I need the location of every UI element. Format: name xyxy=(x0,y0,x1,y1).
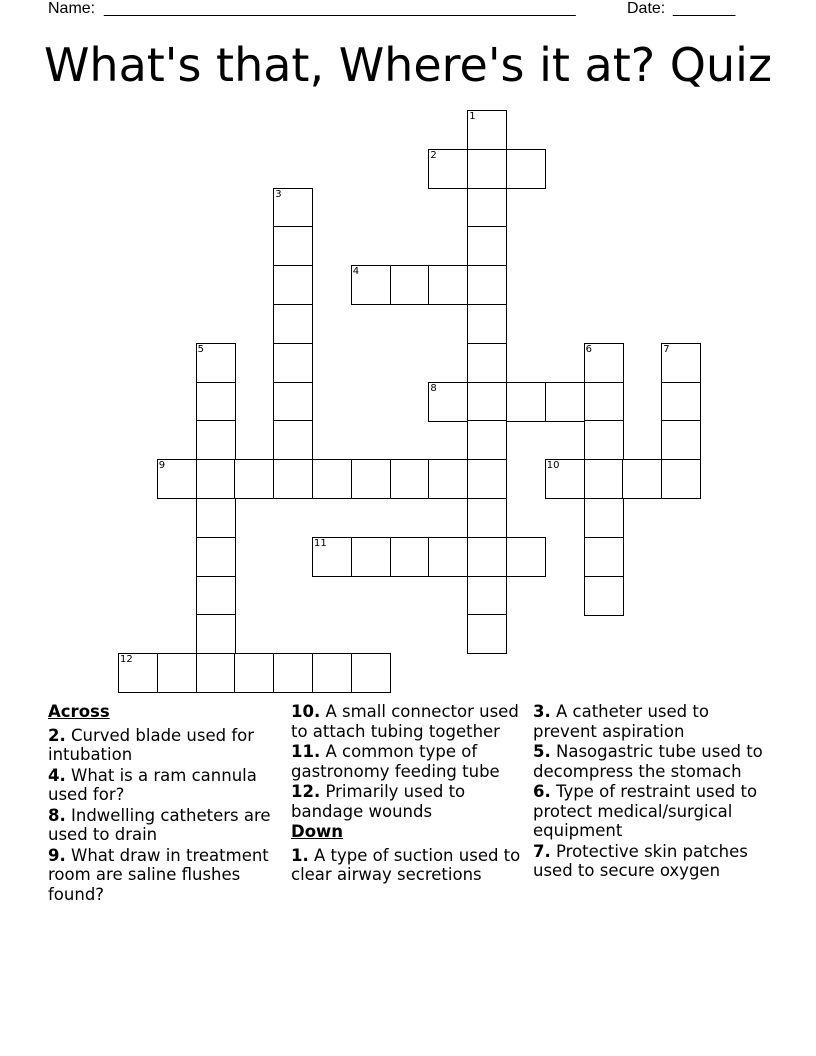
cell-number: 5 xyxy=(197,343,204,355)
crossword-cell[interactable] xyxy=(428,149,468,189)
crossword-cell[interactable] xyxy=(196,576,236,616)
crossword-cell[interactable] xyxy=(467,343,507,383)
clue-text: A type of suction used to clear airway secretions xyxy=(291,845,521,884)
clue-text: A common type of gastronomy feeding tube xyxy=(291,742,500,781)
crossword-cell[interactable] xyxy=(661,459,701,499)
crossword-cell[interactable] xyxy=(196,498,236,538)
crossword-cell[interactable] xyxy=(390,537,430,577)
crossword-cell[interactable] xyxy=(506,537,546,577)
clue-text: A catheter used to prevent aspiration xyxy=(533,702,709,741)
cell-number: 6 xyxy=(585,343,592,355)
clue-number: 10. xyxy=(291,702,321,721)
clue-column-3 xyxy=(533,702,769,882)
date-field[interactable]: _______ xyxy=(673,0,736,17)
clue-across-12 xyxy=(291,782,527,821)
clue-across-8 xyxy=(48,806,284,845)
crossword-cell[interactable] xyxy=(196,614,236,654)
clue-number: 8. xyxy=(48,805,66,825)
clue-number: 6. xyxy=(533,782,551,801)
cell-number: 3 xyxy=(275,188,282,200)
crossword-cell[interactable] xyxy=(196,459,236,499)
clue-text: Primarily used to bandage wounds xyxy=(291,782,466,821)
crossword-cell[interactable] xyxy=(273,459,313,499)
crossword-cell[interactable] xyxy=(312,537,352,577)
crossword-cell[interactable] xyxy=(312,459,352,499)
clue-down-6 xyxy=(533,782,769,841)
crossword-cell[interactable] xyxy=(234,653,274,693)
crossword-cell[interactable] xyxy=(584,498,624,538)
crossword-cell[interactable] xyxy=(584,459,624,499)
crossword-cell[interactable] xyxy=(273,343,313,383)
crossword-cell[interactable] xyxy=(273,265,313,305)
crossword-cell[interactable] xyxy=(273,653,313,693)
crossword-cell[interactable] xyxy=(467,420,507,460)
clue-number: 1. xyxy=(291,845,309,865)
crossword-cell[interactable] xyxy=(273,420,313,460)
crossword-cell[interactable] xyxy=(351,265,391,305)
crossword-cell[interactable] xyxy=(467,265,507,305)
crossword-cell[interactable] xyxy=(196,420,236,460)
crossword-cell[interactable] xyxy=(545,459,585,499)
crossword-cell[interactable] xyxy=(428,537,468,577)
clue-number: 11. xyxy=(291,742,321,761)
crossword-cell[interactable] xyxy=(467,226,507,266)
crossword-cell[interactable] xyxy=(196,382,236,422)
crossword-cell[interactable] xyxy=(584,382,624,422)
name-label: Name: xyxy=(48,0,96,17)
crossword-cell[interactable] xyxy=(428,382,468,422)
clue-number: 9. xyxy=(48,845,66,865)
crossword-cell[interactable] xyxy=(506,149,546,189)
clue-down-5 xyxy=(533,742,769,781)
crossword-cell[interactable] xyxy=(467,498,507,538)
crossword-cell[interactable] xyxy=(351,459,391,499)
crossword-cell[interactable] xyxy=(584,420,624,460)
crossword-cell[interactable] xyxy=(467,188,507,228)
crossword-cell[interactable] xyxy=(351,537,391,577)
crossword-cell[interactable] xyxy=(273,226,313,266)
crossword-cell[interactable] xyxy=(312,653,352,693)
clue-across-11 xyxy=(291,742,527,781)
clue-text: Protective skin patches used to secure oxygen xyxy=(533,841,748,880)
clue-text: What draw in treatment room are saline flushes found? xyxy=(48,845,269,904)
crossword-cell[interactable] xyxy=(273,304,313,344)
crossword-cell[interactable] xyxy=(273,382,313,422)
clue-text: Type of restraint used to protect medical/surgical equipment xyxy=(533,782,758,840)
clue-across-10 xyxy=(291,702,527,741)
crossword-cell[interactable] xyxy=(157,459,197,499)
cell-number: 12 xyxy=(120,654,133,666)
crossword-cell[interactable] xyxy=(467,304,507,344)
crossword-cell[interactable] xyxy=(196,537,236,577)
clue-text: What is a ram cannula used for? xyxy=(48,765,257,804)
clue-text: Curved blade used for intubation xyxy=(48,725,255,764)
date-label: Date: xyxy=(627,0,666,17)
crossword-cell[interactable] xyxy=(622,459,662,499)
crossword-cell[interactable] xyxy=(196,343,236,383)
crossword-cell[interactable] xyxy=(467,614,507,654)
crossword-cell[interactable] xyxy=(661,343,701,383)
cell-number: 7 xyxy=(663,343,670,355)
page-title: What's that, Where's it at? Quiz xyxy=(43,38,773,92)
clue-column-1 xyxy=(48,702,284,905)
clue-down-7 xyxy=(533,842,769,881)
clue-text: Indwelling catheters are used to drain xyxy=(48,805,271,844)
crossword-cell[interactable] xyxy=(467,537,507,577)
crossword-cell[interactable] xyxy=(118,653,158,693)
clue-number: 7. xyxy=(533,841,551,861)
clue-text: A small connector used to attach tubing together xyxy=(291,702,519,741)
cell-number: 2 xyxy=(430,149,437,161)
crossword-cell[interactable] xyxy=(506,382,546,422)
crossword-cell[interactable] xyxy=(234,459,274,499)
crossword-cell[interactable] xyxy=(351,653,391,693)
across-heading: Across xyxy=(48,702,110,721)
crossword-cell[interactable] xyxy=(545,382,585,422)
clue-number: 2. xyxy=(48,725,66,745)
crossword-cell[interactable] xyxy=(467,110,507,150)
crossword-cell[interactable] xyxy=(467,576,507,616)
clue-text: Nasogastric tube used to decompress the stomach xyxy=(533,742,763,781)
clue-number: 12. xyxy=(291,782,321,801)
down-heading: Down xyxy=(291,822,344,841)
cell-number: 9 xyxy=(158,460,166,472)
crossword-cell[interactable] xyxy=(273,188,313,228)
crossword-cell[interactable] xyxy=(428,459,468,499)
crossword-cell[interactable] xyxy=(390,265,430,305)
crossword-cell[interactable] xyxy=(584,343,624,383)
clue-number: 4. xyxy=(48,765,66,785)
cell-number: 10 xyxy=(546,460,560,472)
crossword-cell[interactable] xyxy=(467,382,507,422)
clue-down-1 xyxy=(291,846,527,885)
clue-down-3 xyxy=(533,702,769,741)
cell-number: 1 xyxy=(469,111,476,122)
crossword-cell[interactable] xyxy=(428,265,468,305)
crossword-cell[interactable] xyxy=(661,420,701,460)
cell-number: 11 xyxy=(314,537,327,549)
crossword-cell[interactable] xyxy=(584,576,624,616)
crossword-cell[interactable] xyxy=(467,459,507,499)
crossword-cell[interactable] xyxy=(196,653,236,693)
clue-across-4 xyxy=(48,766,284,805)
cell-number: 4 xyxy=(352,266,360,278)
clue-number: 3. xyxy=(533,702,551,721)
clue-across-9 xyxy=(48,846,284,905)
crossword-cell[interactable] xyxy=(157,653,197,693)
crossword-cell[interactable] xyxy=(467,149,507,189)
cell-number: 8 xyxy=(430,382,437,394)
clue-number: 5. xyxy=(533,742,551,761)
crossword-cell[interactable] xyxy=(661,382,701,422)
crossword-cell[interactable] xyxy=(390,459,430,499)
clue-across-2 xyxy=(48,726,284,765)
clue-column-2 xyxy=(291,702,527,886)
crossword-cell[interactable] xyxy=(584,537,624,577)
name-field[interactable]: _____________________________________________________ xyxy=(104,0,576,17)
